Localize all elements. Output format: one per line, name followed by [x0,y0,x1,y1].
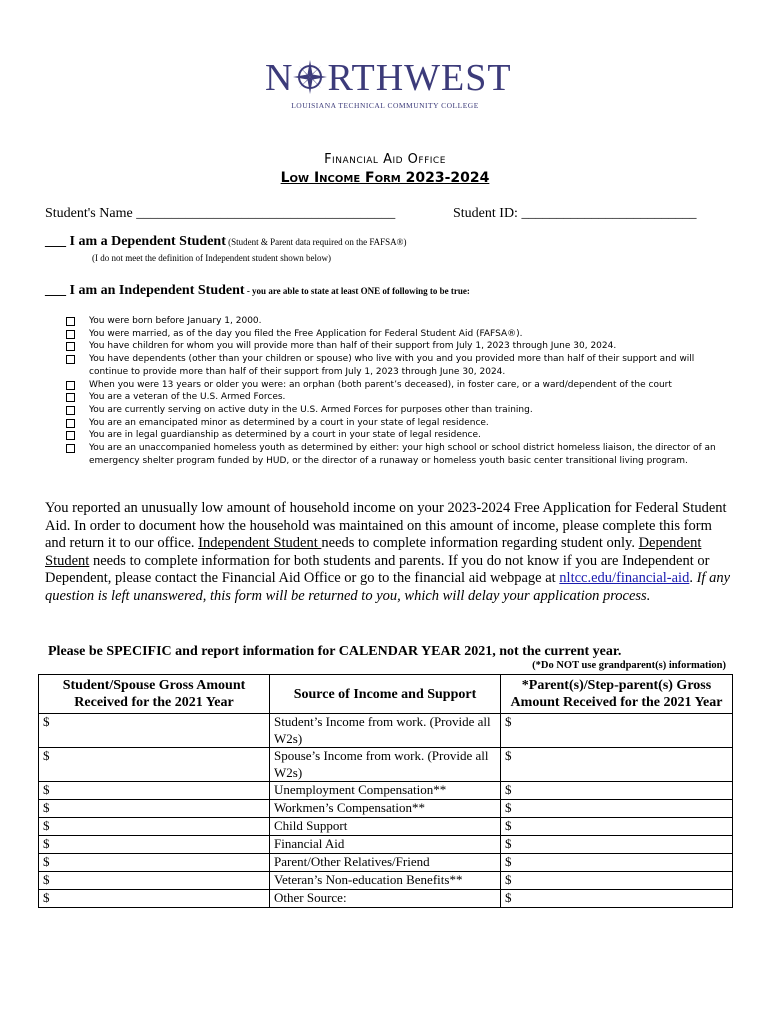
parent-header: *Parent(s)/Step-parent(s) Gross Amount Received for the 2021 Year [501,675,733,714]
grandparent-note: (*Do NOT use grandparent(s) information) [532,660,726,671]
table-row [39,854,733,872]
student-name-field[interactable] [45,206,395,222]
instructions-paragraph: You reported an unusually low amount of household income on your 2023-2024 Free Application for Federal Student Aid. In order to document how the household was maintained on this amount of income, please complete this form and return it to our office. Independent Student needs to complete information regarding student only. Dependent Student needs to complete information for both students and parents. If you do not know if you are Independent or Dependent, please contact the Financial Aid Office or go to the financial aid webpage at nltcc.edu/financial-aid. If any question is left unanswered, this form will be returned to you, which will delay your application process. [45,500,731,604]
student-amount-cell[interactable]: $ [39,890,270,908]
criteria-item[interactable]: You have dependents (other than your children or spouse) who live with you and you provided more than half of their support and will continue to provide more than half of their support from July 1, 2023 through June 30, 2024. [66,353,726,378]
independent-label: I am an Independent Student [66,283,245,298]
criteria-item[interactable]: You are an emancipated minor as determined by a court in your state of legal residence. [66,417,726,430]
parent-amount-cell[interactable]: $ [501,890,733,908]
source-cell: Financial Aid [270,836,501,854]
dependent-option[interactable] [45,234,407,250]
source-cell: Workmen’s Compensation** [270,800,501,818]
table-row [39,836,733,854]
checkbox[interactable] [66,444,75,453]
income-table [38,674,733,908]
student-id-field[interactable] [453,206,696,222]
form-title: Low Income Form 2023-2024 [280,170,490,186]
dependent-student-link: Dependent Student [45,535,702,569]
student-id-blank[interactable]: _________________________ [521,206,697,221]
checkbox[interactable] [66,317,75,326]
student-amount-cell[interactable]: $ [39,872,270,890]
table-row [39,782,733,800]
source-cell: Spouse’s Income from work. (Provide all W2s) [270,748,501,782]
source-cell: Child Support [270,818,501,836]
independent-student-link: Independent Student [198,535,322,551]
student-spouse-header: Student/Spouse Gross Amount Received for the 2021 Year [39,675,270,714]
table-row [39,714,733,748]
independent-blank[interactable]: ___ [45,283,66,298]
table-header-row [39,675,733,714]
parent-amount-cell[interactable]: $ [501,818,733,836]
criteria-item[interactable]: You are an unaccompanied homeless youth as determined by either: your high school or school district homeless liaison, the director of an emergency shelter program funded by HUD, or the director of a runaway or homeless youth basic center transitional living program. [66,442,726,467]
warning-text: If any question is left unanswered, this form will be returned to you, which will delay your application process. [45,570,731,604]
student-amount-cell[interactable]: $ [39,748,270,782]
source-cell: Parent/Other Relatives/Friend [270,854,501,872]
student-amount-cell[interactable]: $ [39,836,270,854]
source-cell: Other Source: [270,890,501,908]
parent-amount-cell[interactable]: $ [501,872,733,890]
student-amount-cell[interactable]: $ [39,854,270,872]
parent-amount-cell[interactable]: $ [501,854,733,872]
compass-star-icon [293,60,327,94]
checkbox[interactable] [66,330,75,339]
office-title: Financial Aid Office [324,152,446,167]
financial-aid-link[interactable]: nltcc.edu/financial-aid [559,570,690,586]
student-amount-cell[interactable]: $ [39,800,270,818]
parent-amount-cell[interactable]: $ [501,836,733,854]
parent-amount-cell[interactable]: $ [501,714,733,748]
independent-criteria-list [66,315,726,467]
student-id-label: Student ID: [453,206,518,221]
logo-wordmark: N RTHWEST [265,57,512,99]
criteria-item[interactable]: You are in legal guardianship as determined by a court in your state of legal residence. [66,429,726,442]
checkbox[interactable] [66,406,75,415]
checkbox[interactable] [66,381,75,390]
logo-subtitle: LOUISIANA TECHNICAL COMMUNITY COLLEGE [291,101,479,110]
criteria-item[interactable]: You were married, as of the day you filed the Free Application for Federal Student Aid (FAFSA®). [66,328,726,341]
checkbox[interactable] [66,431,75,440]
source-cell: Veteran’s Non-education Benefits** [270,872,501,890]
source-header: Source of Income and Support [270,675,501,714]
student-name-label: Student's Name [45,206,133,221]
checkbox[interactable] [66,419,75,428]
checkbox[interactable] [66,393,75,402]
source-cell: Student’s Income from work. (Provide all W2s) [270,714,501,748]
student-amount-cell[interactable]: $ [39,782,270,800]
table-row [39,818,733,836]
table-row [39,872,733,890]
dependent-label: I am a Dependent Student [66,234,226,249]
criteria-item[interactable]: You are a veteran of the U.S. Armed Forces. [66,391,726,404]
table-row [39,748,733,782]
criteria-item[interactable]: You are currently serving on active duty in the U.S. Armed Forces for purposes other than training. [66,404,726,417]
parent-amount-cell[interactable]: $ [501,782,733,800]
parent-amount-cell[interactable]: $ [501,800,733,818]
criteria-item[interactable]: You were born before January 1, 2000. [66,315,726,328]
table-row [39,800,733,818]
table-row [39,890,733,908]
student-amount-cell[interactable]: $ [39,818,270,836]
parent-amount-cell[interactable]: $ [501,748,733,782]
student-amount-cell[interactable]: $ [39,714,270,748]
source-cell: Unemployment Compensation** [270,782,501,800]
criteria-item[interactable]: You have children for whom you will provide more than half of their support from July 1, 2023 through June 30, 2024. [66,340,726,353]
student-name-blank[interactable]: _____________________________________ [136,206,396,221]
calendar-year-instruction: Please be SPECIFIC and report information for CALENDAR YEAR 2021, not the current year. [48,644,622,659]
dependent-subnote: (I do not meet the definition of Independent student shown below) [92,253,331,263]
college-logo [265,57,512,114]
checkbox[interactable] [66,342,75,351]
dependent-blank[interactable]: ___ [45,234,66,249]
independent-option[interactable] [45,283,470,299]
checkbox[interactable] [66,355,75,364]
criteria-item[interactable]: When you were 13 years or older you were: an orphan (both parent’s deceased), in foster care, or a ward/dependent of the court [66,379,726,392]
dependent-note: (Student & Parent data required on the FAFSA®) [225,237,407,247]
independent-note: - you are able to state at least ONE of following to be true: [244,286,470,296]
